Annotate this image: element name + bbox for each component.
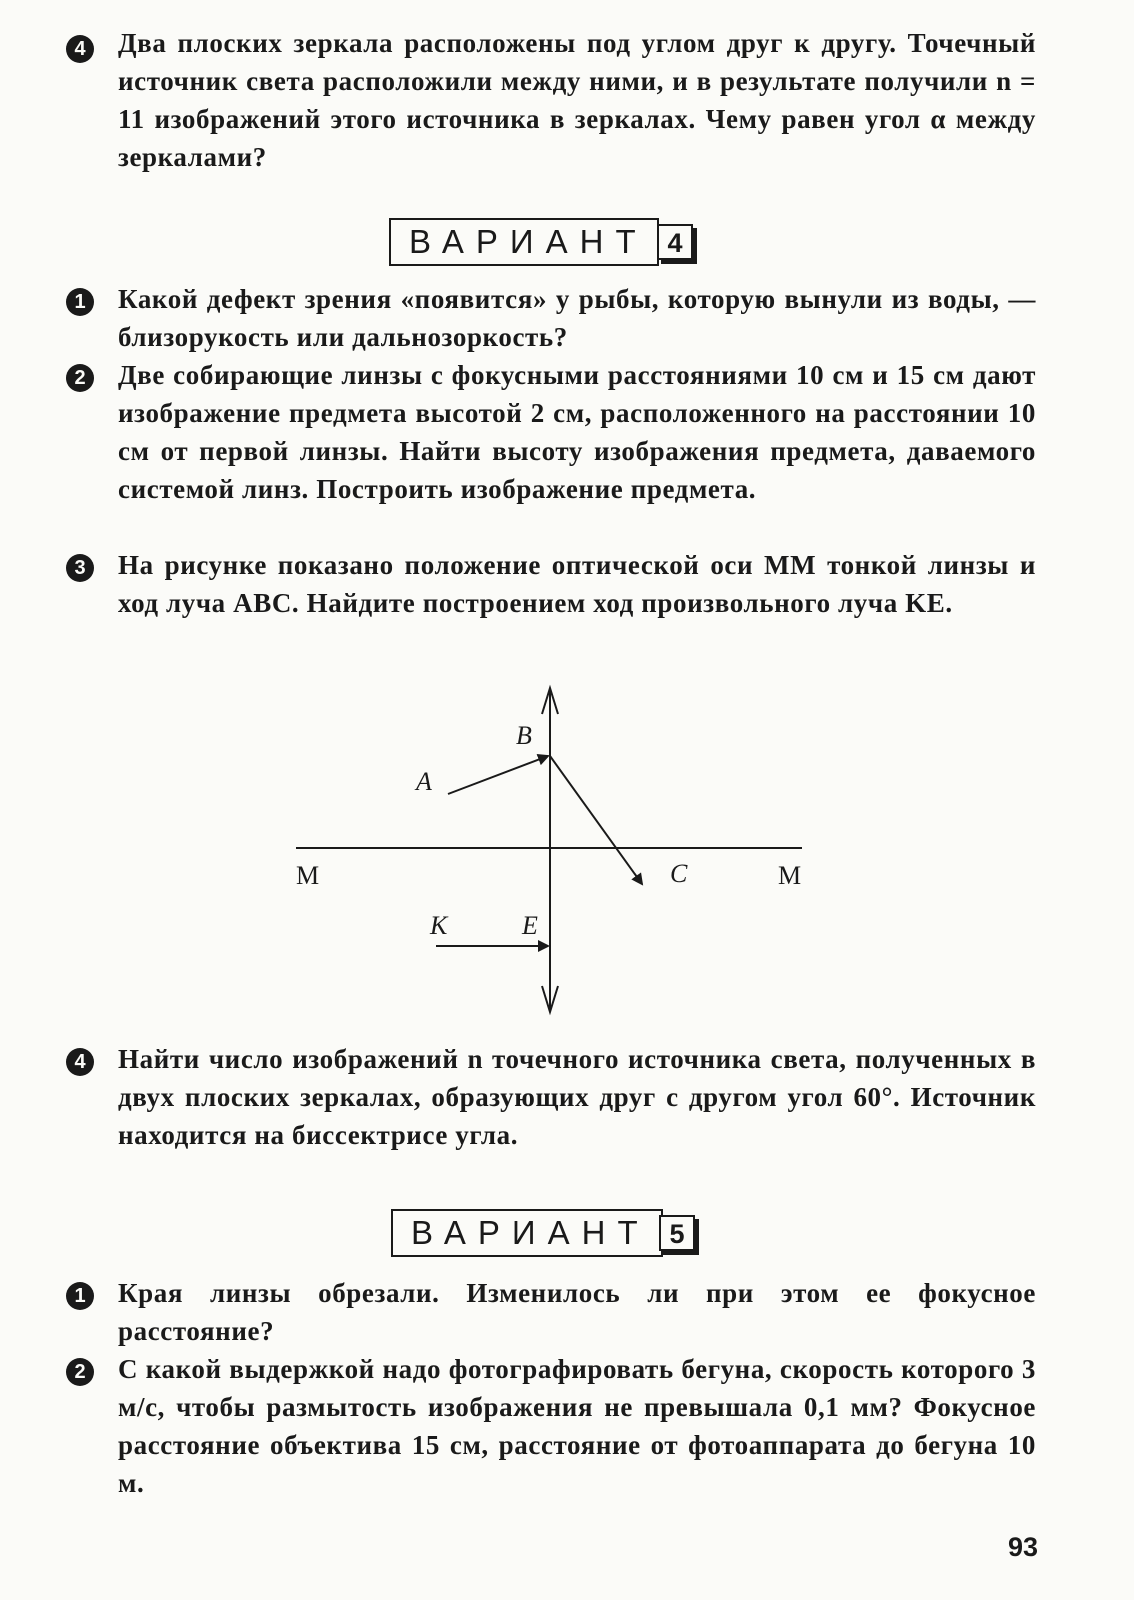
problem-text: Две собирающие линзы с фокусными расстояниями 10 см и 15 см дают изображение предмета высотой 2 см, расположенного на расстоянии 10 см от первой линзы. Найти высоту изображения предмета, даваемого системой линз. Построить изображение предмета. [118, 360, 1036, 504]
label-c: C [670, 859, 688, 888]
label-b: B [516, 721, 532, 750]
ray-ab [448, 756, 548, 794]
problem-number-badge: 2 [66, 364, 94, 392]
problem-text: С какой выдержкой надо фотографировать бегуна, скорость которого 3 м/с, чтобы размытость изображения не превышала 0,1 мм? Фокусное расстояние объектива 15 см, расстояние от фотоаппарата до бегуна 10 м. [118, 1354, 1036, 1498]
problem-number-badge: 1 [66, 288, 94, 316]
problem-text: Какой дефект зрения «появится» у рыбы, которую вынули из воды, — близорукость или дальнозоркость? [118, 284, 1036, 352]
variant-number: 5 [659, 1215, 695, 1251]
page-number: 93 [1007, 1532, 1038, 1562]
label-k: K [430, 911, 448, 940]
problem-text: Найти число изображений n точечного источника света, полученных в двух плоских зеркалах, образующих друг с другом угол 60°. Источник находится на биссектрисе угла. [118, 1044, 1036, 1150]
problem-number-badge: 3 [66, 554, 94, 582]
label-m-right: M [778, 861, 802, 890]
variant-5-header [391, 1209, 685, 1257]
label-m-left: M [296, 861, 320, 890]
variant-number: 4 [657, 224, 693, 260]
problem-number-badge: 4 [66, 35, 94, 63]
variant-title: ВАРИАНТ [409, 223, 648, 260]
problem-text: Два плоских зеркала расположены под углом друг к другу. Точечный источник света расположили между ними, и в результате получили n = 11 изображений этого источника в зеркалах. Чему равен угол α между зеркалами? [118, 28, 1036, 172]
problem-text: На рисунке показано положение оптической оси MM тонкой линзы и ход луча ABC. Найдите построением ход произвольного луча KE. [118, 550, 1036, 618]
problem-text: Края линзы обрезали. Изменилось ли при этом ее фокусное расстояние? [118, 1278, 1036, 1346]
problem-number-badge: 1 [66, 1282, 94, 1310]
problem-number-badge: 2 [66, 1358, 94, 1386]
variant-title: ВАРИАНТ [411, 1214, 650, 1251]
variant-4-header [389, 218, 683, 266]
lens-ray-diagram [280, 680, 820, 1020]
problem-number-badge: 4 [66, 1048, 94, 1076]
label-a: A [416, 767, 432, 796]
label-e: E [522, 911, 538, 940]
ray-bc [550, 756, 642, 884]
